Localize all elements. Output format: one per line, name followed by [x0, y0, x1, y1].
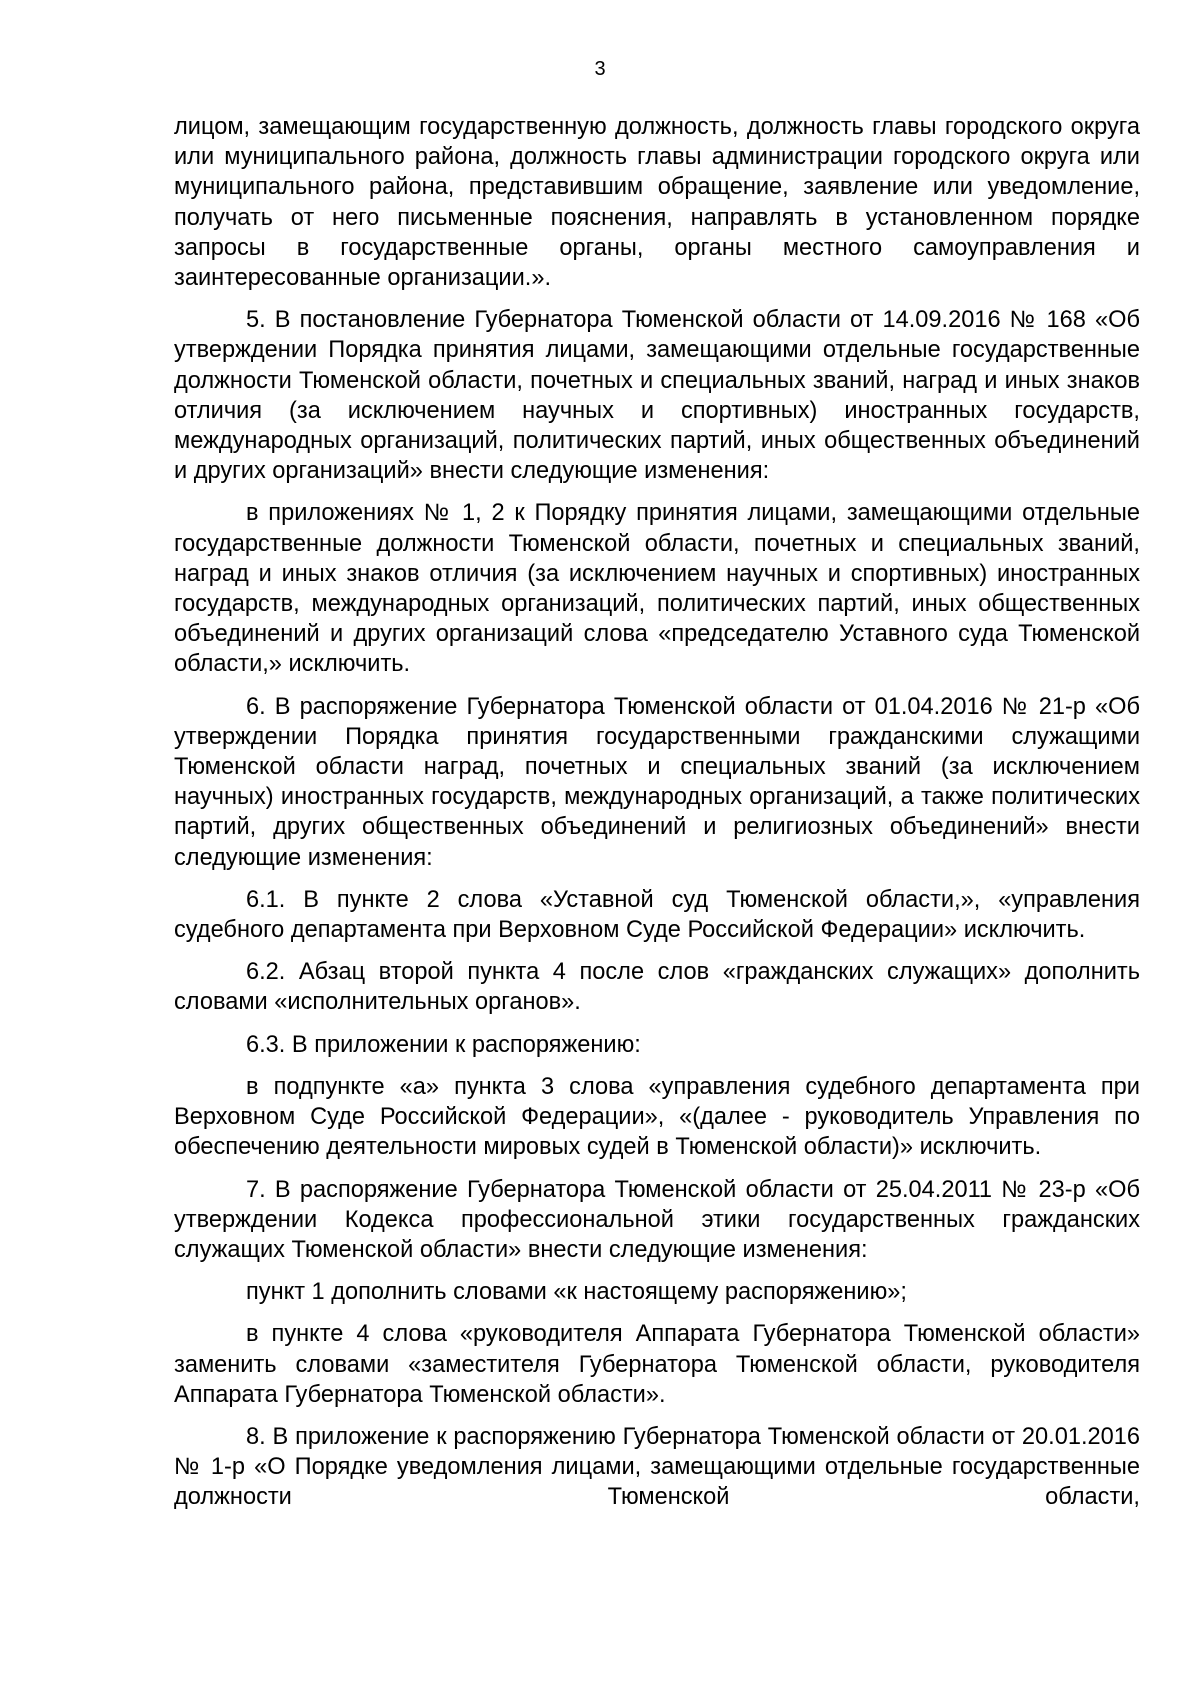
- paragraph-item-7: 7. В распоряжение Губернатора Тюменской области от 25.04.2011 № 23-р «Об утверждении Кодекса профессиональной этики государственных гражданских служащих Тюменской области» внести следующие изменения:: [174, 1176, 1140, 1263]
- paragraph-item-6-3-text: в подпункте «а» пункта 3 слова «управления судебного департамента при Верховном Суде Российской Федерации», «(далее - руководитель Управления по обеспечению деятельности мировых судей в Тюменской области)» исключить.: [174, 1073, 1140, 1161]
- document-body: [174, 112, 1140, 1513]
- paragraph-item-6: 6. В распоряжение Губернатора Тюменской области от 01.04.2016 № 21-р «Об утверждении Порядка принятия государственными гражданскими служащими Тюменской области наград, почетных и специальных званий (за исключением научных) иностранных государств, международных организаций, а также политических партий, других общественных объединений и религиозных объединений» внести следующие изменения:: [174, 693, 1140, 871]
- paragraph-item-8: 8. В приложение к распоряжению Губернатора Тюменской области от 20.01.2016 № 1-р «О Порядке уведомления лицами, замещающими отдельные государственные должности Тюменской области,: [174, 1423, 1140, 1511]
- paragraph-item-7-point-4: в пункте 4 слова «руководителя Аппарата Губернатора Тюменской области» заменить словами «заместителя Губернатора Тюменской области, руководителя Аппарата Губернатора Тюменской области».: [174, 1321, 1140, 1408]
- paragraph-item-5-text: в приложениях № 1, 2 к Порядку принятия лицами, замещающими отдельные государственные должности Тюменской области, почетных и специальных званий, наград и иных знаков отличия (за исключением научных и спортивных) иностранных государств, международных организаций, политических партий, иных общественных объединений и других организаций слова «председателю Уставного суда Тюменской области,» исключить.: [174, 500, 1140, 678]
- paragraph-item-6-1: 6.1. В пункте 2 слова «Уставной суд Тюменской области,», «управления судебного департамента при Верховном Суде Российской Федерации» исключить.: [174, 886, 1140, 944]
- paragraph-item-7-point-1: пункт 1 дополнить словами «к настоящему распоряжению»;: [246, 1279, 907, 1306]
- paragraph-item-6-2: 6.2. Абзац второй пункта 4 после слов «гражданских служащих» дополнить словами «исполнительных органов».: [174, 959, 1140, 1016]
- page-number: 3: [594, 58, 606, 80]
- paragraph-continuation: лицом, замещающим государственную должность, должность главы городского округа или муниципального района, должность главы администрации городского округа или муниципального района, представившим обращение, заявление или уведомление, получать от него письменные пояснения, направлять в установленном порядке запросы в государственные органы, органы местного самоуправления и заинтересованные организации.».: [174, 114, 1140, 292]
- paragraph-item-6-3: 6.3. В приложении к распоряжению:: [246, 1031, 641, 1058]
- paragraph-item-5: 5. В постановление Губернатора Тюменской области от 14.09.2016 № 168 «Об утверждении Порядка принятия лицами, замещающими отдельные государственные должности Тюменской области, почетных и специальных званий, наград и иных знаков отличия (за исключением научных и спортивных) иностранных государств, международных организаций, политических партий, иных общественных объединений и других организаций» внести следующие изменения:: [174, 307, 1140, 485]
